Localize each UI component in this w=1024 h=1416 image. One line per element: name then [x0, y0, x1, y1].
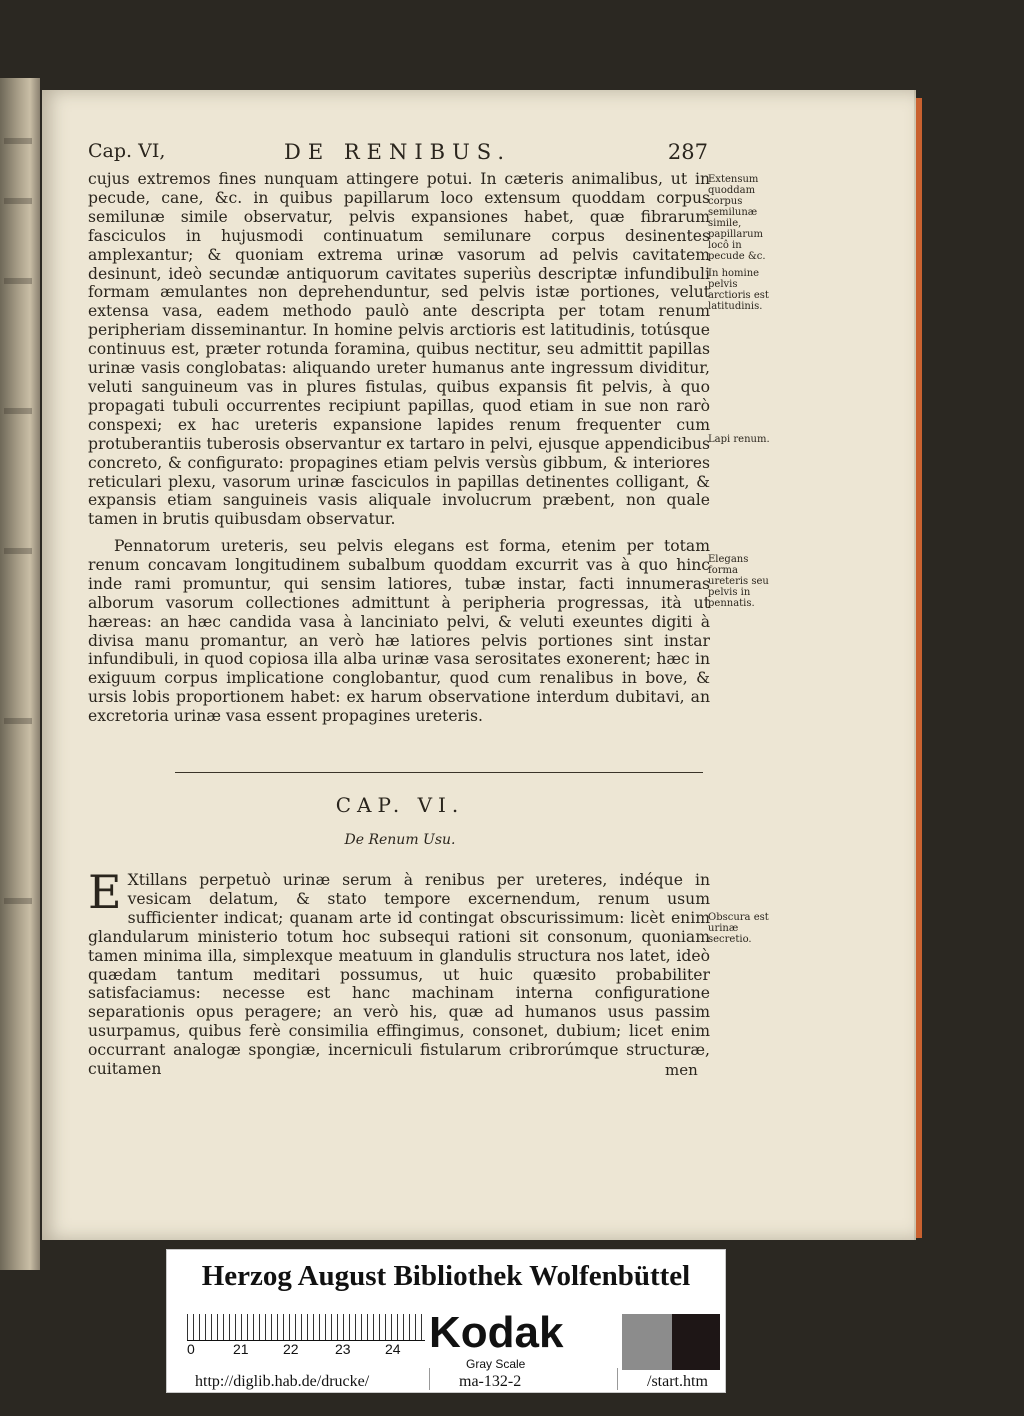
start-page: /start.htm [647, 1373, 708, 1390]
catchword: men [665, 1061, 698, 1079]
paragraph-3 [88, 865, 710, 1079]
ghost-text [4, 408, 32, 414]
paragraph-text: cujus extremos fines nunquam attingere potui. In cæteris animalibus, ut in pecude, cane, &c. in quibus papillarum loco extensum quoddam corpus semilunæ simile observatur, pelvis expansiones habet, quæ fibrarum fasciculos in hujusmodi continuatum semilunare corpus desinentes amplexantur; & quoniam extrema urinæ vasorum ad pelvis cavitatem desinunt, ideò secundæ antiquorum cavitates superiùs descriptæ infundibuli formam æmulantes non deprehenduntur, sed pelvis istæ portiones, velut extensa vasa, eadem methodo paulò ante descripta per totam renum peripheriam disseminantur. In homine pelvis arctioris est latitudinis, totúsque continuus est, præter rotunda foramina, quibus nectitur, seu admittit papillas urinæ vasis conglobatas: aliquando ureter humanus ante ingressum dividitur, veluti sanguineum vas in plures fistulas, quibus expansis fit pelvis, à quo propagati tubuli occurrentes recipiunt papillas, quod etiam in sue non rarò conspexi; ex hac ureteris expansione lapides renum frequenter cum protuberantiis tuberosis observantur ex tartaro in pelvi, ejusque appendicibus concreto, & configurato: propagines etiam pelvis versùs gibbum, & interiores reticulari plexu, vasorum urinæ fasciculos in papillas detinentes colligant, & expansis etiam sanguineis vasis aliquale involucrum præbent, non quale tamen in brutis quibusdam observatur. [88, 170, 710, 529]
margin-note: Extensum quoddam corpus semilunæ simile, papillarum locô in pecude &c. [708, 174, 766, 262]
margin-note: Lapi renum. [708, 434, 770, 445]
ruler-number: 23 [335, 1341, 351, 1357]
gray-scale-label: Gray Scale [466, 1357, 526, 1371]
color-target-card [166, 1249, 726, 1393]
page-number: 287 [667, 140, 708, 164]
ghost-text [4, 548, 32, 554]
library-name: Herzog August Bibliothek Wolfenbüttel [201, 1260, 691, 1292]
ruler-number: 24 [385, 1341, 401, 1357]
facing-page-edge [0, 78, 40, 1270]
ghost-text [4, 278, 32, 284]
drop-cap: E [88, 865, 122, 919]
chapter-heading: CAP. VI. [335, 793, 465, 817]
ruler-number: 0 [187, 1341, 195, 1357]
ruler-numbers [187, 1341, 425, 1361]
ruler-number: 22 [283, 1341, 299, 1357]
paragraph-1 [88, 170, 710, 529]
source-url: http://diglib.hab.de/drucke/ [195, 1373, 370, 1390]
ghost-text [4, 898, 32, 904]
margin-note: Elegans forma ureteris seu pelvis in pennatis. [708, 554, 769, 609]
divider [617, 1368, 618, 1390]
chapter-subtitle: De Renum Usu. [344, 832, 456, 848]
gray-swatch [622, 1314, 672, 1370]
paragraph-2 [88, 537, 710, 726]
margin-note: Obscura est urinæ secretio. [708, 912, 769, 945]
ghost-text [4, 198, 32, 204]
page-title: DE RENIBUS. [284, 140, 512, 164]
paragraph-text: Pennatorum ureteris, seu pelvis elegans est forma, etenim per totam renum concavam longitudinem subalbum quoddam excurrit vas à quo hinc inde rami promuntur, qui sensim latiores, tubæ instar, facti innumeras alborum vasorum collectiones admittunt à peripheria progressas, ità ut hæreas: an hæc candida vasa à lanciniato pelvi, & veluti exeuntes digiti à divisa manu promantur, an verò hæ latiores pelvis portiones sint instar infundibuli, in quod copiosa illa alba urinæ vasa serositates exonerent; hæc in exiguum corpus implicatione conglobantur, quod cum renalibus in bove, & ursis lobis proportionem habet: ex harum observatione interdum dubitavi, an excretoria urinæ vasa essent propagines ureteris. [88, 537, 710, 726]
ghost-text [4, 138, 32, 144]
ghost-text [4, 718, 32, 724]
ruler-number: 21 [233, 1341, 249, 1357]
divider [429, 1368, 430, 1390]
margin-note: In homine pelvis arctioris est latitudinis. [708, 268, 769, 312]
running-head [88, 140, 708, 166]
kodak-logo: Kodak [429, 1308, 564, 1357]
paragraph-text: Xtillans perpetuò urinæ serum à renibus per ureteres, indéque in vesicam delatum, & stato tempore excernendum, renum usum sufficienter indicat; quanam arte id contingat obscurissimum: licèt enim glandularum ministerio totum hoc subsequi rationi sit consonum, quoniam tamen minima illa, simplexque meatuum in glandulis structura nos latet, ideò quædam tantum meditari possumus, ut huic quæsito probabiliter satisfaciamus: necesse est hanc machinam interna configuratione separationis opus peragere; an verò his, quæ ad humanos usus passim usurpamus, quibus ferè consimilia effingimus, consonet, dubium; licet enim occurrant analogæ spongiæ, incerniculi fistularum cribrorúmque structuræ, cuitamen [88, 871, 710, 1079]
scale-ruler [187, 1314, 425, 1341]
shelfmark: ma-132-2 [459, 1373, 522, 1390]
chapter-label: Cap. VI, [88, 140, 166, 162]
dark-swatch [672, 1314, 720, 1370]
page-edge-red [916, 98, 922, 1238]
section-divider [175, 772, 703, 773]
